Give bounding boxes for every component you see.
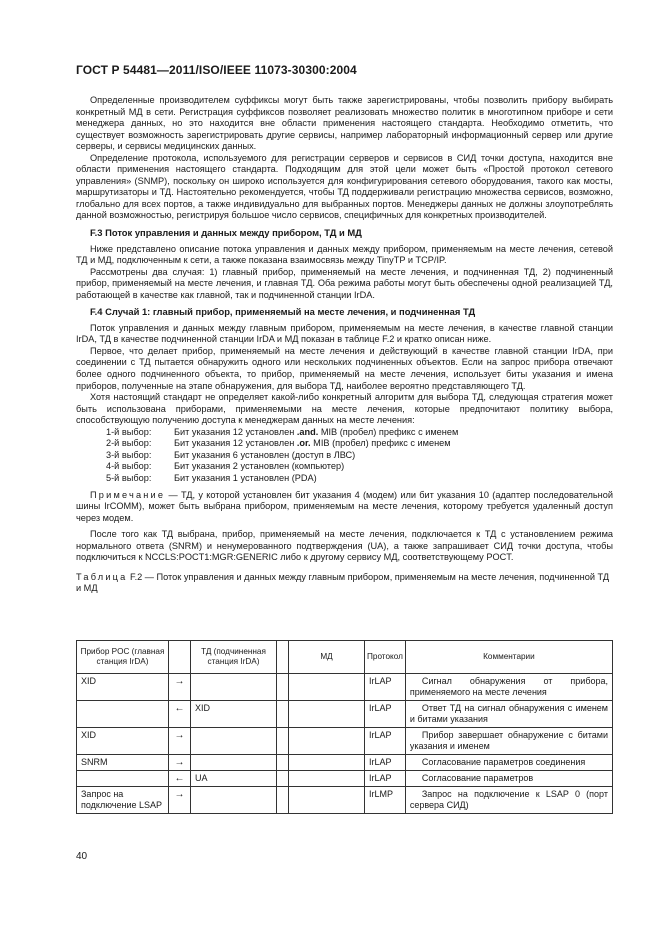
page-header: ГОСТ Р 54481—2011/ISO/IEEE 11073-30300:2004 bbox=[76, 63, 357, 77]
section-f3-title: F.3 Поток управления и данных между прибором, ТД и МД bbox=[90, 227, 362, 239]
arrow-right-icon: → bbox=[169, 787, 191, 814]
list-item: 2-й выбор: Бит указания 12 установлен .or. MIB (пробел) префикс с именем bbox=[106, 438, 451, 449]
header-td: ТД (подчиненная станция IrDA) bbox=[191, 641, 277, 674]
list-item: 4-й выбор: Бит указания 2 установлен (компьютер) bbox=[106, 461, 345, 472]
list-item: 5-й выбор: Бит указания 1 установлен (PDA) bbox=[106, 472, 317, 483]
table-header-row bbox=[77, 641, 613, 674]
arrow-right-icon: → bbox=[169, 755, 191, 771]
table-row: XID → IrLAP Прибор завершает обнаружение с битами указания и именем bbox=[77, 728, 613, 755]
arrow-right-icon: → bbox=[169, 674, 191, 701]
flow-table bbox=[76, 640, 613, 814]
table-caption: Таблица F.2 — Поток управления и данных между главным прибором, применяемым на месте лечения, подчиненной ТД и МД bbox=[76, 571, 610, 594]
header-protocol: Протокол bbox=[365, 641, 406, 674]
table-row: ← XID IrLAP Ответ ТД на сигнал обнаружения с именем и битами указания bbox=[77, 701, 613, 728]
list-item: 3-й выбор: Бит указания 6 установлен (доступ в ЛВС) bbox=[106, 449, 356, 460]
paragraph-f4-intro: Поток управления и данных между главным прибором, применяемым на месте лечения, в качестве главной станции IrDA, ТД в качестве подчиненной станции IrDA и МД показан в таблице F.2 и кратко описан ниже. bbox=[76, 322, 613, 345]
paragraph-after-selection: После того как ТД выбрана, прибор, применяемый на месте лечения, подключается к ТД с установлением режима нормального ответа (SNRM) и ненумерованного подтверждения (UA), а также запрашивает СИД точки доступа, чтобы подключиться к NCCLS:POCT1:MGR:GENERIC либо к другому сервису МД, соответствующему POCT. bbox=[76, 529, 613, 563]
paragraph-f3-intro: Ниже представлено описание потока управления и данных между прибором, применяемым на месте лечения, сетевой ТД и МД, подключенным к сети, а также показана взаимосвязь между TinyTP и TCP/IP. bbox=[76, 243, 613, 266]
table-row: Запрос на подключение LSAP → IrLMP Запрос на подключение к LSAP 0 (порт сервера СИД) bbox=[77, 787, 613, 814]
page-number: 40 bbox=[76, 851, 88, 862]
main-text bbox=[76, 95, 613, 595]
header-device: Прибор POC (главная станция IrDA) bbox=[77, 641, 169, 674]
choice-list bbox=[76, 427, 613, 485]
arrow-left-icon: ← bbox=[169, 701, 191, 728]
paragraph-f3-cases: Рассмотрены два случая: 1) главный прибор, применяемый на месте лечения, и подчиненная ТД, 2) подчиненный прибор, применяемый на месте лечения, и главная ТД. Оба режима работы могут быть обеспечены одной реализацией ТД, работающей в качестве как главной, так и подчиненной станции IrDA. bbox=[76, 266, 613, 300]
section-f4-title: F.4 Случай 1: главный прибор, применяемый на месте лечения, и подчиненная ТД bbox=[90, 306, 476, 318]
paragraph-protocol: Определение протокола, используемого для регистрации серверов и сервисов в СИД точки доступа, находится вне области применения настоящего стандарта. Подходящим для этой цели может быть «Простой протокол сетевого управления» (SNMP), поскольку он широко используется для конфигурирования сетевого оборудования, такого как мосты, маршрутизаторы и ТД. Настоятельно рекомендуется, чтобы ТД поддерживали регистрацию множества сервисов, возможно, глобально для всех портов, а также индивидуально для выбранных портов. Менеджеры данных не должны злоупотреблять данной возможностью, регистрируя большое число сервисов, специфичных для конкретных производителей. bbox=[76, 152, 613, 221]
table-row: SNRM → IrLAP Согласование параметров соединения bbox=[77, 755, 613, 771]
header-comments: Комментарии bbox=[405, 641, 612, 674]
paragraph-suffixes: Определенные производителем суффиксы могут быть также зарегистрированы, чтобы позволить прибору выбирать конкретный МД в сети. Регистрация суффиксов позволяет реализовать множество политик в многотипном приборе и сети менеджера данных, но это находится вне области применения настоящего стандарта. Необходимо отметить, что существует возможность зарегистрировать другие сервисы, например лабораторный информационный сервер или другие серверы, и сервисы медицинских данных. bbox=[76, 95, 613, 152]
header-md: МД bbox=[289, 641, 365, 674]
arrow-right-icon: → bbox=[169, 728, 191, 755]
table-row: ← UA IrLAP Согласование параметров bbox=[77, 771, 613, 787]
arrow-left-icon: ← bbox=[169, 771, 191, 787]
table-row: XID → IrLAP Сигнал обнаружения от прибора, применяемого на месте лечения bbox=[77, 674, 613, 701]
list-item: 1-й выбор: Бит указания 12 установлен .and. MIB (пробел) префикс с именем bbox=[106, 426, 459, 437]
paragraph-f4-strategy: Хотя настоящий стандарт не определяет какой-либо конкретный алгоритм для выбора ТД, следующая стратегия может быть использована приборами, применяемыми на месте лечения, которые предпочитают политику выбора, способствующую получению доступа к менеджерам данных на месте лечения: bbox=[76, 392, 613, 426]
paragraph-f4-first: Первое, что делает прибор, применяемый на месте лечения и действующий в качестве главной станции IrDA, при соединении с ТД пытается обнаружить одного или нескольких подчиненных объектов. Если на запрос прибора отвечают более одного подчиненного объекта, то прибор, применяемый на месте лечения, использует биты указания и имена приборов, полученные на этапе обнаружения, для выбора ТД, наиболее вероятно представляющего ТД. bbox=[76, 345, 613, 391]
note: Примечание — ТД, у которой установлен бит указания 4 (модем) или бит указания 10 (адаптер последовательной шины IrCOMM), может быть выбрана прибором, применяемым на месте лечения, которому требуется удаленный доступ через модем. bbox=[76, 489, 613, 523]
